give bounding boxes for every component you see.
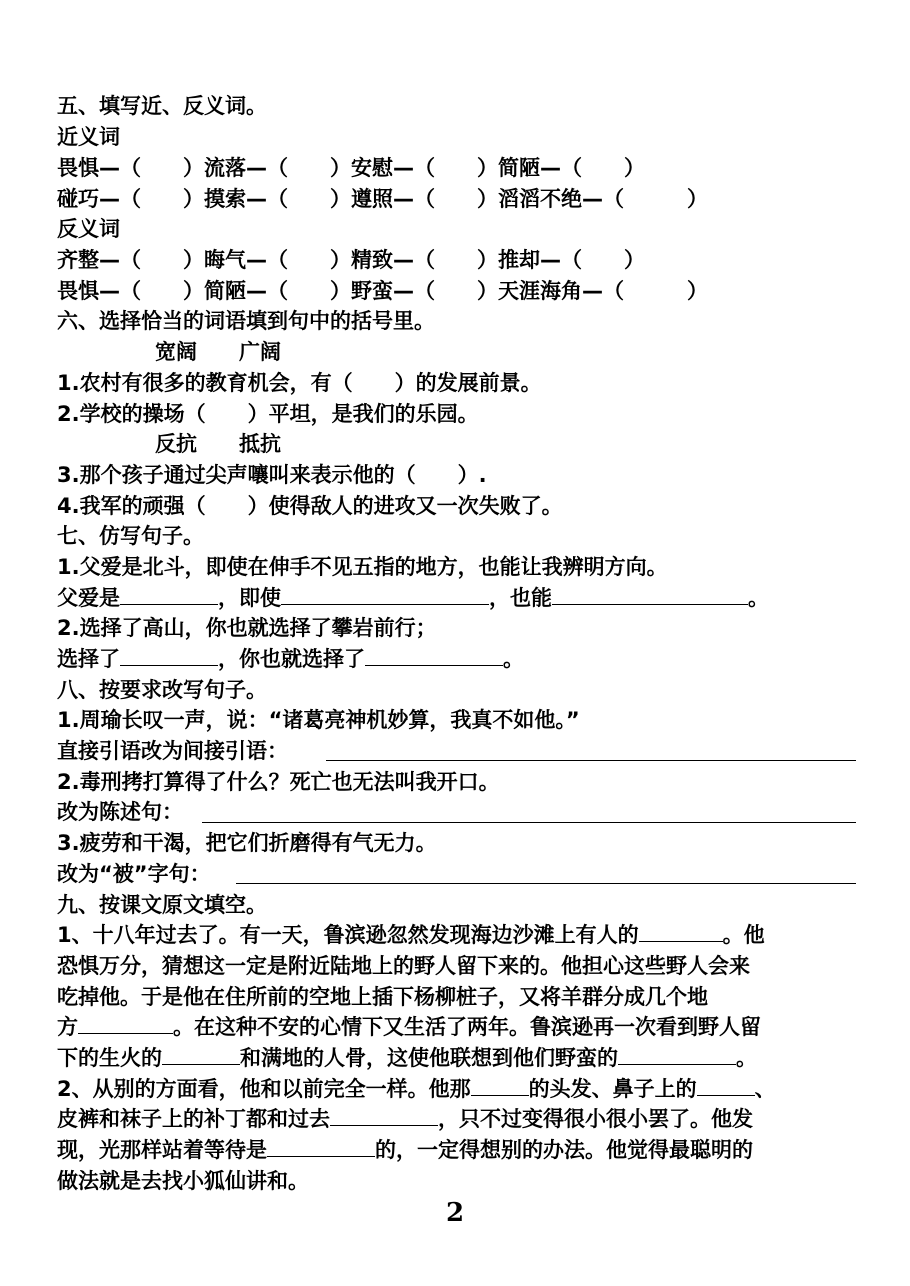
- word-choice-1: 宽阔 广阔: [155, 340, 281, 364]
- section6-question-2: 2.学校的操场（ ）平坦，是我们的乐园。: [57, 402, 479, 426]
- passage-text: ，只不过变得很小很小罢了。他发: [438, 1107, 753, 1131]
- passage-text: 、: [754, 1077, 776, 1101]
- passage2-line1: [57, 1075, 776, 1103]
- section7-sentence-1: 1.父爱是北斗，即使在伸手不见五指的地方，也能让我辨明方向。: [57, 555, 668, 579]
- blank[interactable]: [267, 1136, 375, 1157]
- section7-title: 七、仿写句子。: [57, 524, 204, 548]
- fill-text: 。: [748, 586, 769, 610]
- section9-title: 九、按课文原文填空。: [57, 893, 267, 917]
- passage2-line3: [57, 1136, 753, 1164]
- blank[interactable]: [162, 1044, 240, 1065]
- antonym-label: 反义词: [57, 217, 120, 241]
- section6-question-1: 1.农村有很多的教育机会，有（ ）的发展前景。: [57, 371, 542, 395]
- section8-prompt-2: 改为陈述句：: [57, 800, 183, 824]
- synonym-label: 近义词: [57, 125, 120, 149]
- passage-text: 和满地的人骨，这使他联想到他们野蛮的: [240, 1046, 618, 1070]
- passage-text: 现，光那样站着等待是: [57, 1138, 267, 1162]
- section7-sentence-2: 2.选择了高山，你也就选择了攀岩前行；: [57, 616, 437, 640]
- blank[interactable]: [281, 584, 489, 605]
- section7-fill-2: [57, 645, 524, 673]
- passage2-line4: 做法就是去找小狐仙讲和。: [57, 1169, 309, 1193]
- section6-question-4: 4.我军的顽强（ ）使得敌人的进攻又一次失败了。: [57, 494, 563, 518]
- section6-title: 六、选择恰当的词语填到句中的括号里。: [57, 309, 435, 333]
- blank[interactable]: [120, 645, 218, 666]
- passage-text: 2、从别的方面看，他和以前完全一样。他那: [57, 1077, 471, 1101]
- blank[interactable]: [78, 1013, 173, 1034]
- passage-text: 方: [57, 1015, 78, 1039]
- fill-text: ，即使: [218, 586, 281, 610]
- passage-text: 。他: [722, 923, 765, 947]
- fill-text: ，也能: [489, 586, 552, 610]
- section7-fill-1: [57, 584, 769, 612]
- answer-line[interactable]: [202, 822, 856, 823]
- answer-line[interactable]: [326, 760, 856, 761]
- section5-title: 五、填写近、反义词。: [57, 94, 267, 118]
- answer-line[interactable]: [236, 883, 856, 884]
- passage1-line5: [57, 1044, 757, 1072]
- blank[interactable]: [639, 921, 723, 942]
- blank[interactable]: [120, 584, 218, 605]
- synonym-row-1: 畏惧—（ ）流落—（ ）安慰—（ ）简陋—（ ）: [57, 156, 645, 180]
- blank[interactable]: [552, 584, 748, 605]
- section8-prompt-1: 直接引语改为间接引语：: [57, 739, 288, 763]
- blank[interactable]: [697, 1075, 755, 1096]
- passage-text: 的头发、鼻子上的: [528, 1077, 697, 1101]
- section8-prompt-3: 改为“被”字句：: [57, 862, 211, 886]
- section8-title: 八、按要求改写句子。: [57, 678, 267, 702]
- fill-text: 父爱是: [57, 586, 120, 610]
- passage-text: 的，一定得想别的办法。他觉得最聪明的: [375, 1138, 753, 1162]
- section8-question-2: 2.毒刑拷打算得了什么？死亡也无法叫我开口。: [57, 770, 500, 794]
- passage2-line2: [57, 1105, 753, 1133]
- fill-text: 。: [503, 647, 524, 671]
- passage-text: 皮裤和袜子上的补丁都和过去: [57, 1107, 330, 1131]
- passage1-line4: [57, 1013, 761, 1041]
- page-number: 2: [445, 1198, 465, 1228]
- passage-text: 。: [736, 1046, 757, 1070]
- section8-question-3: 3.疲劳和干渴，把它们折磨得有气无力。: [57, 831, 437, 855]
- passage1-line1: [57, 921, 765, 949]
- section8-question-1: 1.周瑜长叹一声，说：“诸葛亮神机妙算，我真不如他。”: [57, 708, 580, 732]
- antonym-row-1: 齐整—（ ）晦气—（ ）精致—（ ）推却—（ ）: [57, 248, 645, 272]
- passage1-line2: 恐惧万分，猜想这一定是附近陆地上的野人留下来的。他担心这些野人会来: [57, 954, 750, 978]
- word-choice-2: 反抗 抵抗: [155, 432, 281, 456]
- fill-text: 选择了: [57, 647, 120, 671]
- blank[interactable]: [618, 1044, 736, 1065]
- section6-question-3: 3.那个孩子通过尖声嚷叫来表示他的（ ）.: [57, 463, 487, 487]
- blank[interactable]: [330, 1105, 438, 1126]
- blank[interactable]: [365, 645, 503, 666]
- antonym-row-2: 畏惧—（ ）简陋—（ ）野蛮—（ ）天涯海角—（ ）: [57, 279, 708, 303]
- passage-text: 下的生火的: [57, 1046, 162, 1070]
- passage1-line3: 吃掉他。于是他在住所前的空地上插下杨柳桩子，又将羊群分成几个地: [57, 985, 708, 1009]
- passage-text: 。在这种不安的心情下又生活了两年。鲁滨逊再一次看到野人留: [173, 1015, 761, 1039]
- blank[interactable]: [471, 1075, 529, 1096]
- passage-text: 1、十八年过去了。有一天，鲁滨逊忽然发现海边沙滩上有人的: [57, 923, 639, 947]
- fill-text: ，你也就选择了: [218, 647, 365, 671]
- synonym-row-2: 碰巧—（ ）摸索—（ ）遵照—（ ）滔滔不绝—（ ）: [57, 187, 708, 211]
